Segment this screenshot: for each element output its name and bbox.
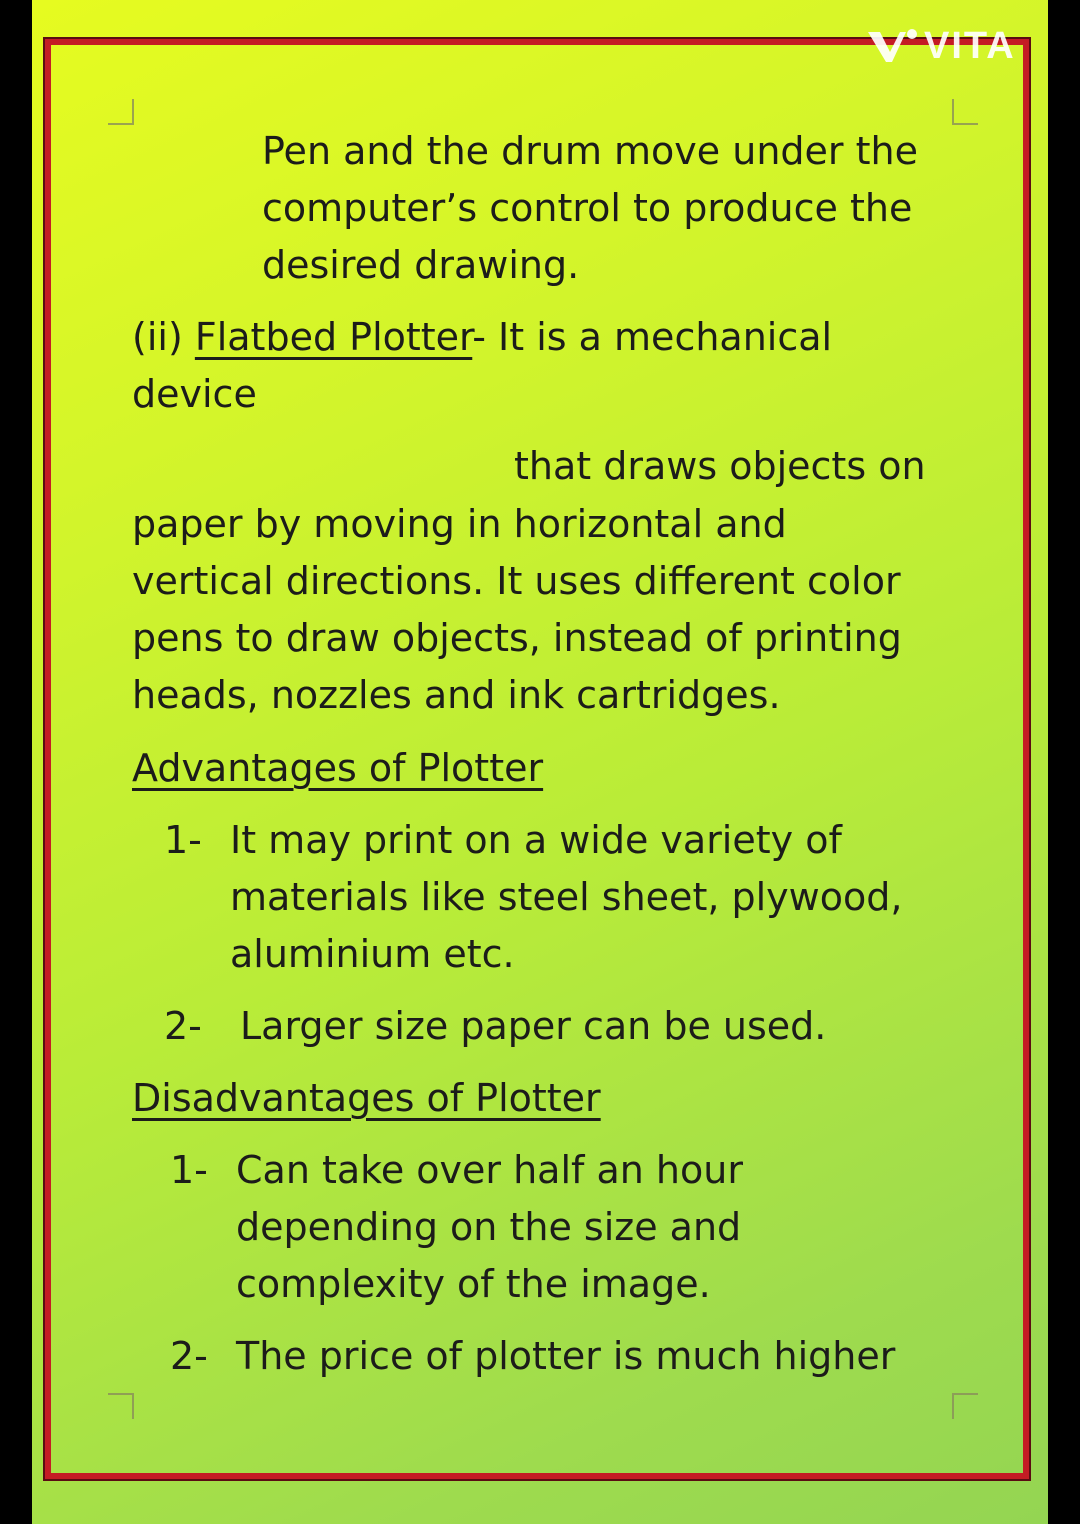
advantages-heading: Advantages of Plotter: [132, 746, 544, 790]
advantage-1-line-3: aluminium etc.: [230, 932, 515, 976]
disadvantage-1-line-1: Can take over half an hour: [236, 1148, 743, 1192]
crop-mark-bottom-right: [952, 1393, 978, 1419]
flatbed-line-3: that draws objects on: [514, 444, 926, 488]
flatbed-prefix: (ii): [132, 315, 195, 359]
flatbed-rest: - It is a mechanical: [472, 315, 833, 359]
flatbed-term: Flatbed Plotter: [194, 315, 473, 359]
disadvantage-2-number: 2-: [170, 1334, 208, 1378]
vita-logo-icon: [866, 26, 918, 66]
advantage-1-line-1: It may print on a wide variety of: [230, 818, 842, 862]
watermark: [866, 22, 1016, 70]
intro-line-1: Pen and the drum move under the: [262, 129, 918, 173]
crop-mark-top-right: [952, 99, 978, 125]
advantage-2-number: 2-: [164, 1004, 202, 1048]
crop-mark-bottom-left: [108, 1393, 134, 1419]
flatbed-line-2: device: [132, 372, 257, 416]
disadvantage-2-line-1: The price of plotter is much higher: [236, 1334, 896, 1378]
flatbed-line-7: heads, nozzles and ink cartridges.: [132, 673, 781, 717]
flatbed-line-5: vertical directions. It uses different color: [132, 559, 901, 603]
intro-line-2: computer’s control to produce the: [262, 186, 913, 230]
disadvantage-1-line-3: complexity of the image.: [236, 1262, 711, 1306]
advantage-2-line-1: Larger size paper can be used.: [240, 1004, 827, 1048]
flatbed-line-6: pens to draw objects, instead of printing: [132, 616, 902, 660]
advantage-1-number: 1-: [164, 818, 202, 862]
flatbed-line-4: paper by moving in horizontal and: [132, 502, 787, 546]
disadvantage-1-line-2: depending on the size and: [236, 1205, 742, 1249]
watermark-text: VITA: [924, 24, 1016, 67]
crop-mark-top-left: [108, 99, 134, 125]
flatbed-heading-line: [132, 309, 832, 366]
intro-line-3: desired drawing.: [262, 243, 580, 287]
advantage-1-line-2: materials like steel sheet, plywood,: [230, 875, 903, 919]
disadvantage-1-number: 1-: [170, 1148, 208, 1192]
disadvantages-heading: Disadvantages of Plotter: [132, 1076, 601, 1120]
document-page: [32, 0, 1048, 1524]
